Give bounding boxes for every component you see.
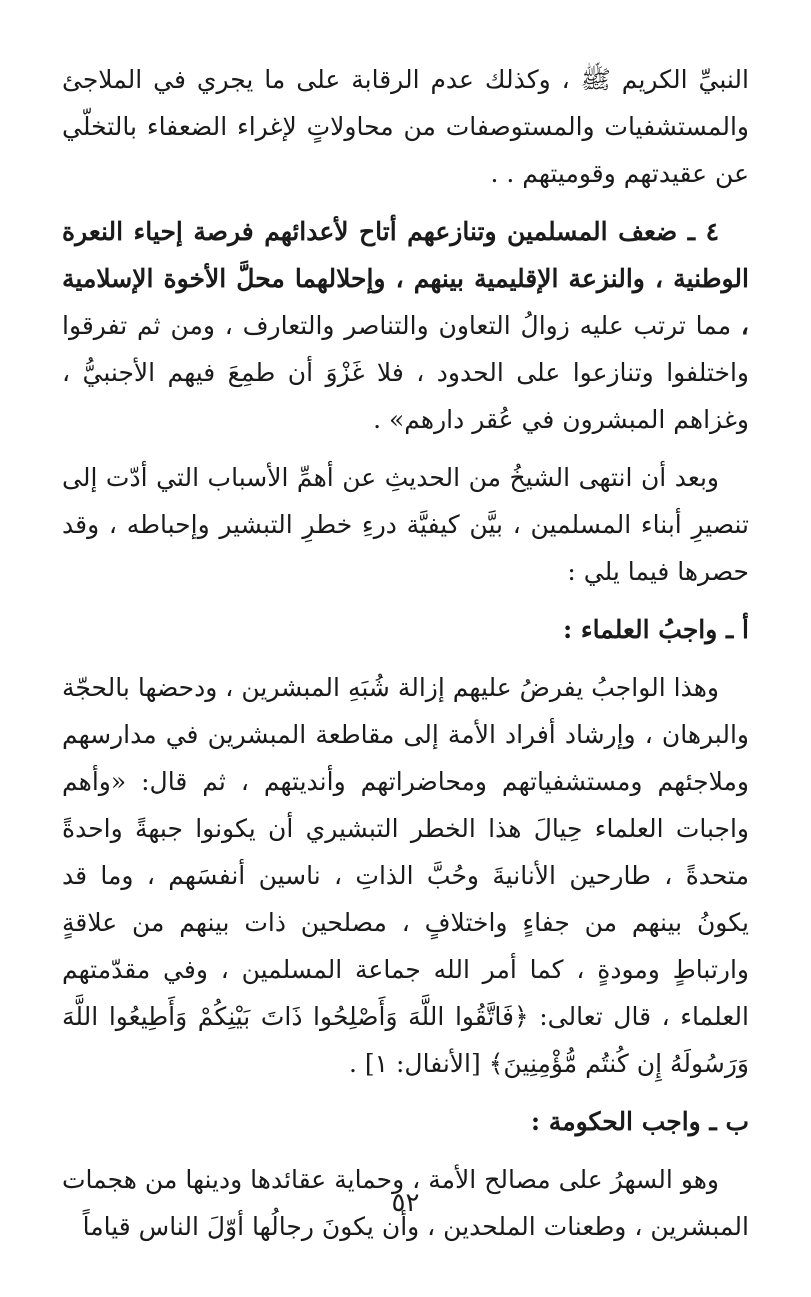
section-heading-government: ب ـ واجب الحكومة : (530, 1107, 749, 1136)
paragraph-1 (62, 56, 749, 197)
paragraph-2-text: مما ترتب عليه زوالُ التعاون والتناصر والتعارف ، ومن ثم تفرقوا واختلفوا وتنازعوا على الحدود ، فلا غَزْوَ أن طمِعَ فيهم الأجنبيُّ ، وغزاهم المبشرون في عُقر دارهم» . (62, 311, 749, 434)
paragraph-4-text: وهذا الواجبُ يفرضُ عليهم إزالة شُبَهِ المبشرين ، ودحضها بالحجّة والبرهان ، وإرشاد أفراد الأمة إلى مقاطعة المبشرين في مدارسهم وملاجئهم ومستشفياتهم ومحاضراتهم وأنديتهم ، ثم قال: «وأهم واجبات العلماء حِيالَ هذا الخطر التبشيري أن يكونوا جبهةً واحدةً متحدةً ، طارحين الأنانيةَ وحُبَّ الذاتِ ، ناسين أنفسَهم ، وما قد يكونُ بينهم من جفاءٍ واختلافٍ ، مصلحين ذات بينهم من علاقةٍ وارتباطٍ ومودةٍ ، كما أمر الله جماعة المسلمين ، وفي مقدّمتهم العلماء ، قال تعالى: (62, 673, 749, 1031)
page-body (62, 56, 749, 1250)
paragraph-4 (62, 664, 749, 1087)
paragraph-2-bold-heading: ٤ ـ ضعف المسلمين وتنازعهم أتاح لأعدائهم فرصة إحياء النعرة الوطنية ، والنزعة الإقليمية بينهم ، وإحلالهما محلَّ الأخوة الإسلامية ، (62, 217, 749, 340)
quran-verse: ﴿فَاتَّقُوا اللَّهَ وَأَصْلِحُوا ذَاتَ بَيْنِكُمْ وَأَطِيعُوا اللَّهَ وَرَسُولَهُ إِن كُنتُم مُّؤْمِنِينَ﴾ (62, 1002, 749, 1078)
verse-citation: [الأنفال: ١] . (348, 1049, 489, 1078)
paragraph-3 (62, 454, 749, 595)
paragraph-5-text: وهو السهرُ على مصالح الأمة ، وحماية عقائدها ودينها من هجمات المبشرين ، وطعنات الملحدين ، وأن يكونَ رجالُها أوّلَ الناس قياماً (62, 1165, 749, 1241)
paragraph-3-text: وبعد أن انتهى الشيخُ من الحديثِ عن أهمِّ الأسباب التي أدّت إلى تنصيرِ أبناء المسلمين ، بيَّن كيفيَّة درءِ خطرِ التبشير وإحباطه ، وقد حصرها فيما يلي : (62, 463, 749, 586)
section-heading-scholars: أ ـ واجبُ العلماء : (562, 615, 749, 644)
paragraph-2 (62, 208, 749, 443)
paragraph-1-text: النبيِّ الكريم ﷺ ، وكذلك عدم الرقابة على ما يجري في الملاجئ والمستشفيات والمستوصفات من محاولاتٍ لإغراء الضعفاء بالتخلّي عن عقيدتهم وقوميتهم . . (62, 65, 749, 188)
page-number: ٥٢ (391, 1188, 420, 1218)
